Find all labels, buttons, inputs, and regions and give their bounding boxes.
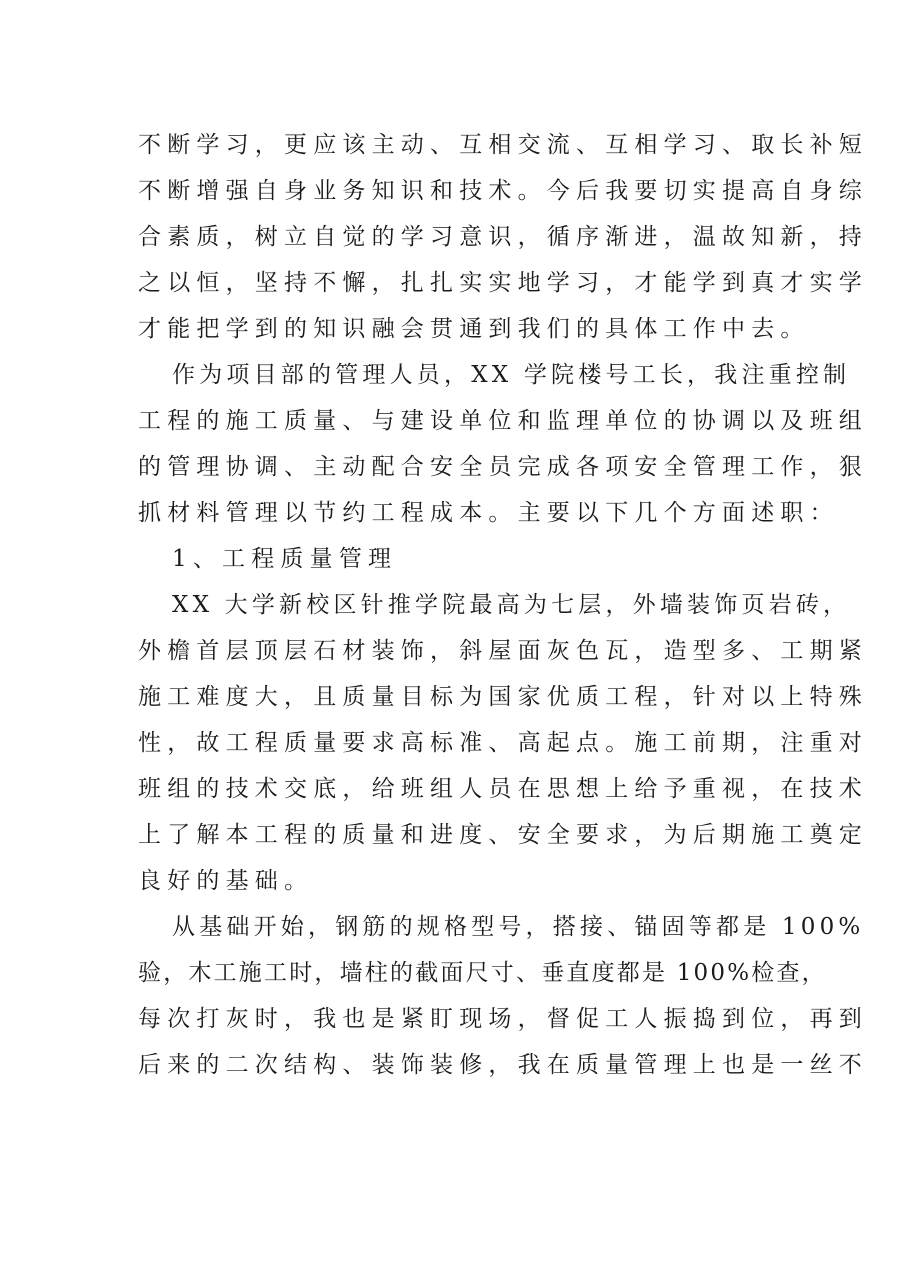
text-line: 从基础开始，钢筋的规格型号，搭接、锚固等都是 100% bbox=[172, 914, 865, 940]
text-line: 合素质，树立自觉的学习意识，循序渐进，温故知新，持 bbox=[138, 224, 868, 250]
text-line: 验，木工施工时，墙柱的截面尺寸、垂直度都是 100%检查， bbox=[138, 960, 827, 986]
section-heading: 1、工程质量管理 bbox=[172, 546, 398, 572]
document-body bbox=[138, 122, 868, 1088]
text-line: 良好的基础。 bbox=[138, 868, 314, 894]
text-line: 后来的二次结构、装饰装修，我在质量管理上也是一丝不 bbox=[138, 1052, 868, 1078]
text-line: 上了解本工程的质量和进度、安全要求，为后期施工奠定 bbox=[138, 822, 868, 848]
text-line: 班组的技术交底，给班组人员在思想上给予重视，在技术 bbox=[138, 776, 868, 802]
text-line: 每次打灰时，我也是紧盯现场，督促工人振捣到位，再到 bbox=[138, 1006, 868, 1032]
text-line: XX 大学新校区针推学院最高为七层，外墙装饰页岩砖， bbox=[172, 592, 851, 618]
text-line: 作为项目部的管理人员，XX 学院楼号工长，我注重控制 bbox=[172, 362, 851, 388]
text-line: 的管理协调、主动配合安全员完成各项安全管理工作，狠 bbox=[138, 454, 868, 480]
text-line: 性，故工程质量要求高标准、高起点。施工前期，注重对 bbox=[138, 730, 868, 756]
text-line: 抓材料管理以节约工程成本。主要以下几个方面述职： bbox=[138, 500, 839, 526]
text-line: 不断增强自身业务知识和技术。今后我要切实提高自身综 bbox=[138, 178, 868, 204]
text-line: 才能把学到的知识融会贯通到我们的具体工作中去。 bbox=[138, 316, 810, 342]
text-line: 之以恒，坚持不懈，扎扎实实地学习，才能学到真才实学 bbox=[138, 270, 868, 296]
text-line: 外檐首层顶层石材装饰，斜屋面灰色瓦，造型多、工期紧 bbox=[138, 638, 868, 664]
text-line: 工程的施工质量、与建设单位和监理单位的协调以及班组 bbox=[138, 408, 868, 434]
text-line: 施工难度大，且质量目标为国家优质工程，针对以上特殊 bbox=[138, 684, 868, 710]
text-line: 不断学习，更应该主动、互相交流、互相学习、取长补短 bbox=[138, 132, 868, 158]
